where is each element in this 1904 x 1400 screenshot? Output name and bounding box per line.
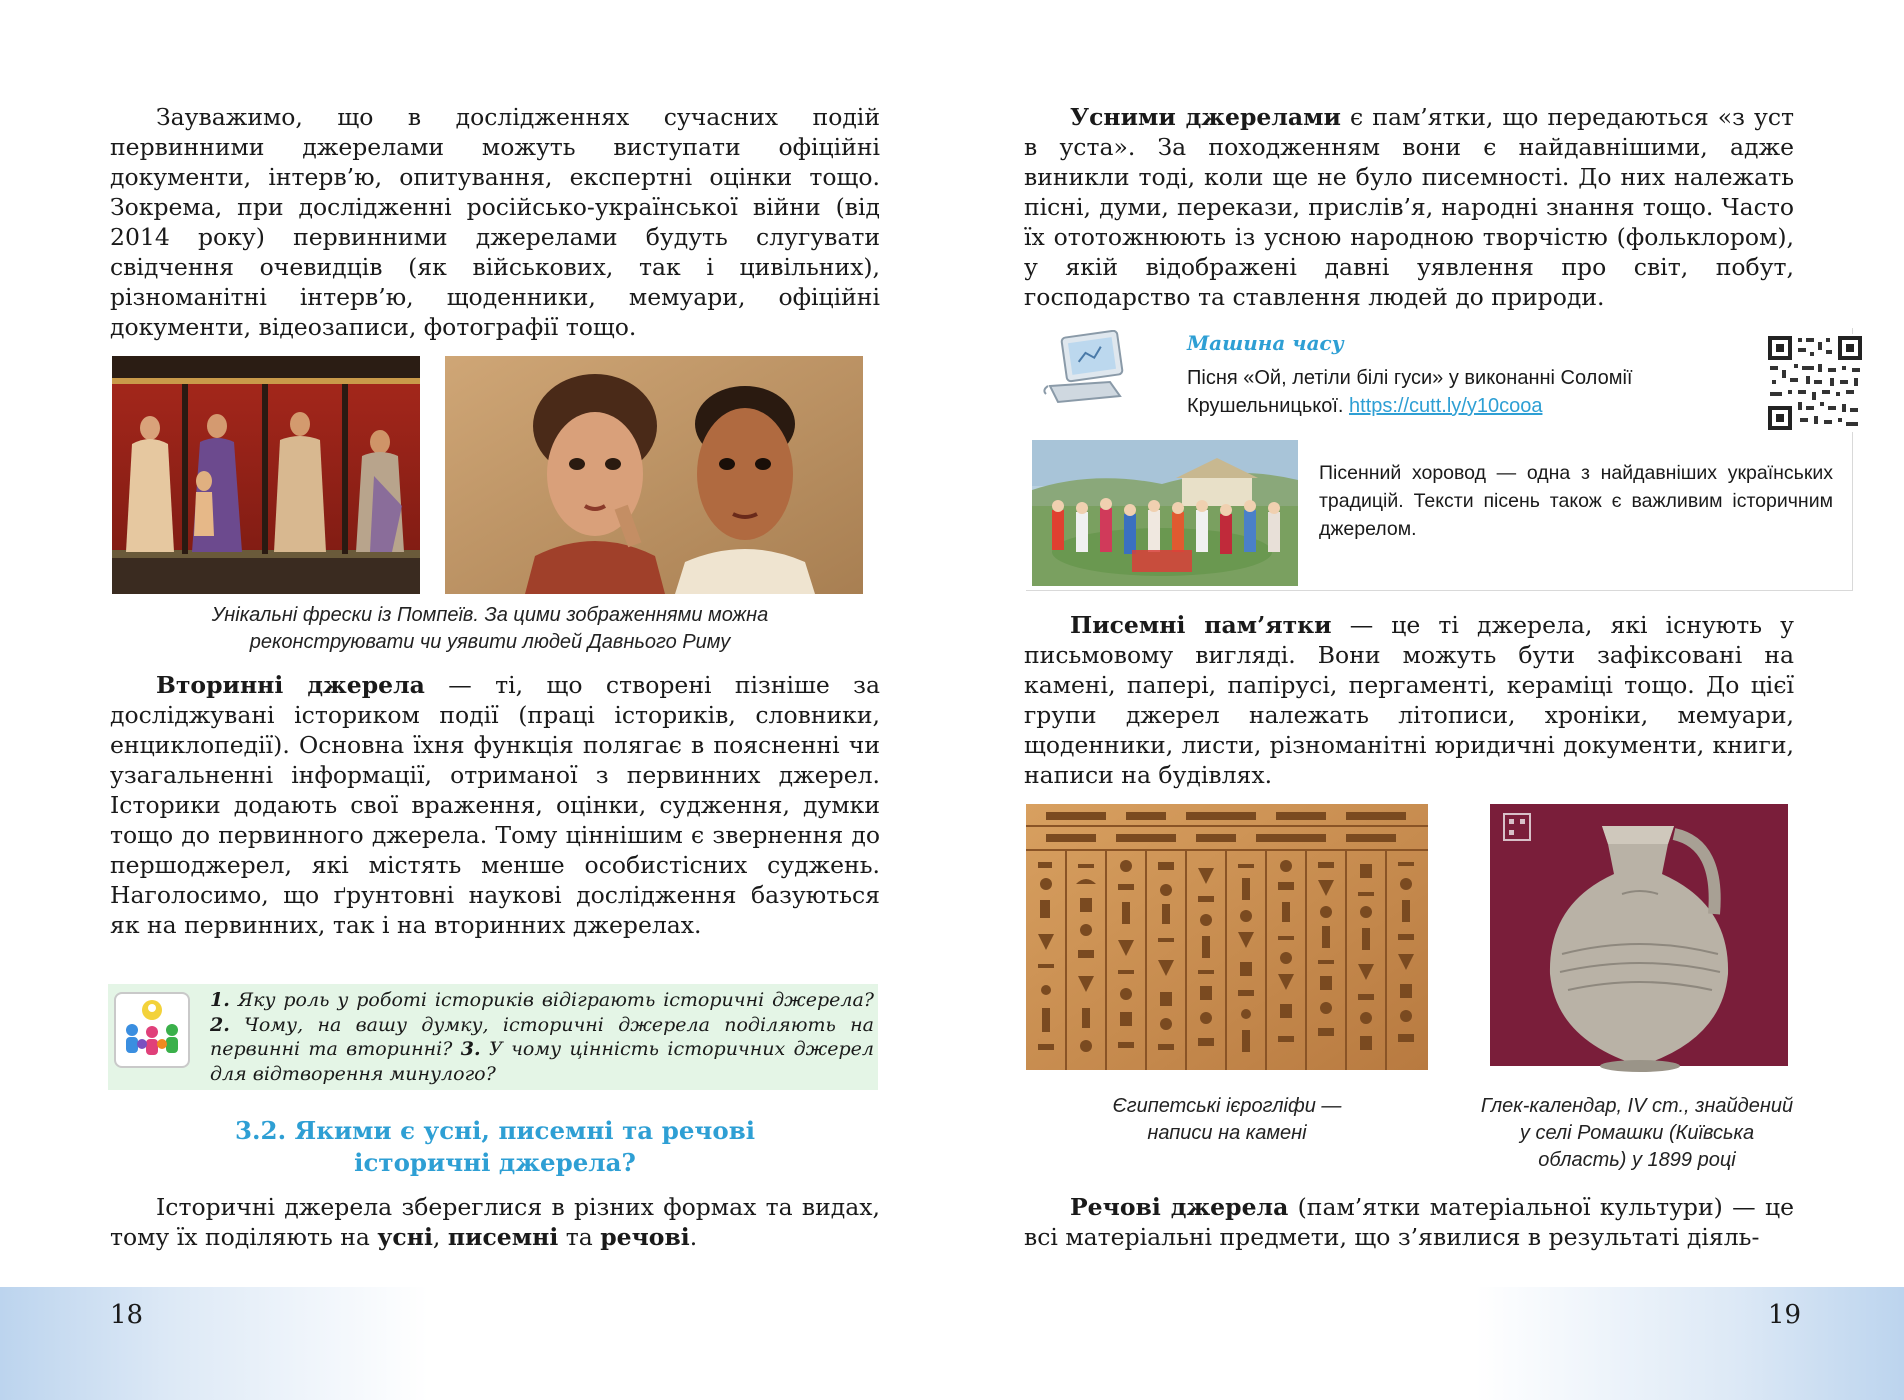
hieroglyphs-caption-line-2: написи на камені bbox=[1147, 1122, 1307, 1144]
page-number-right: 19 bbox=[1768, 1300, 1802, 1330]
paragraph-material-sources bbox=[1024, 1192, 1794, 1252]
time-machine-box bbox=[1026, 328, 1853, 591]
jug-caption-line-1: Глек-календар, IV ст., знайдений bbox=[1480, 1095, 1794, 1117]
term-secondary-sources: Вторинні джерела bbox=[156, 671, 425, 699]
group-discussion-icon bbox=[114, 992, 190, 1068]
material-sources-definition: (пам’ятки матеріальної культури) — це всі матеріальні предмети, що з’явилися в результаті діяль- bbox=[1024, 1193, 1794, 1251]
hieroglyphs-caption-line-1: Єгипетські ієрогліфи — bbox=[1112, 1095, 1342, 1117]
paragraph-source-types bbox=[110, 1192, 880, 1252]
page-number-left: 18 bbox=[110, 1300, 144, 1330]
paragraph-written-sources bbox=[1024, 610, 1794, 790]
jug-caption-line-2: у селі Ромашки (Київська bbox=[1519, 1122, 1755, 1144]
qr-code-pattern bbox=[1766, 334, 1864, 432]
separator: та bbox=[558, 1223, 601, 1251]
review-questions-box bbox=[108, 984, 878, 1090]
egyptian-hieroglyphs-image bbox=[1026, 804, 1428, 1070]
secondary-sources-definition: — ті, що створені пізніше за досліджувані істориком події (праці істориків, словники, енциклопедії). Основна їхня функція полягає в поясненні чи узагальненні інформації, отриманої з первинних джерел. Історики додають свої враження, оцінки, судження, думки тощо до первинного джерела. Тому ціннішим є звернення до першоджерел, які містять менше особистісних суджень. Наголосимо, що ґрунтовні наукові дослідження базуються як на первинних, так і на вторинних джерелах. bbox=[110, 671, 880, 939]
separator: , bbox=[432, 1223, 448, 1251]
question-2-number: 2. bbox=[210, 1013, 230, 1036]
question-3: У чому цінність історичних джерел для відтворення минулого? bbox=[210, 1038, 874, 1085]
heading-line-2: історичні джерела? bbox=[354, 1148, 636, 1177]
right-footer-band bbox=[952, 1287, 1904, 1400]
song-link[interactable]: https://cutt.ly/y10cooa bbox=[1349, 395, 1543, 417]
term-material-sources: Речові джерела bbox=[1070, 1193, 1289, 1221]
term-written-sources: Писемні пам’ятки bbox=[1070, 611, 1332, 639]
paragraph-secondary-sources bbox=[110, 670, 880, 940]
fresco-villa-of-mysteries-image bbox=[112, 356, 420, 594]
review-questions-text bbox=[210, 988, 874, 1086]
heading-line-1: 3.2. Якими є усні, писемні та речові bbox=[234, 1116, 756, 1145]
jug-caption-line-3: область) у 1899 році bbox=[1538, 1149, 1736, 1171]
term-oral-sources: Усними джерелами bbox=[1070, 103, 1341, 131]
song-description: Пісня «Ой, летіли білі гуси» у виконанні Соломії Крушельницької. bbox=[1187, 367, 1633, 417]
question-2: Чому, на вашу думку, історичні джерела поділяють на первинні та вторинні? bbox=[210, 1013, 874, 1060]
term-oral: усні bbox=[377, 1223, 433, 1251]
time-machine-text bbox=[1187, 364, 1697, 420]
paragraph-primary-sources-modern: Зауважимо, що в дослідженнях сучасних подій первинними джерелами можуть виступати офіційні документи, інтерв’ю, опитування, експертні оцінки тощо. Зокрема, при дослідженні російсько-української війни (від 2014 року) первинними джерелами будуть слугувати свідчення очевидців (як військових, так і цивільних), різноманітні інтерв’ю, щоденники, мемуари, офіційні документи, відеозаписи, фотографії тощо. bbox=[110, 103, 880, 341]
question-3-number: 3. bbox=[460, 1038, 481, 1060]
fresco-caption: Унікальні фрески із Помпеїв. За цими зображеннями можна реконструювати чи уявити людей Давнього Риму bbox=[211, 604, 769, 653]
computer-icon bbox=[1040, 330, 1132, 410]
paragraph-oral-sources bbox=[1024, 102, 1794, 312]
oral-sources-definition: є пам’ятки, що передаються «з уст в уста». За походженням вони є найдавнішими, адже виникли тоді, коли ще не було писемності. До них належать пісні, думи, перекази, прислів’я, народні знання тощо. Часто їх ототожнюють із усною народною творчістю (фольклором), у якій відображені давні уявлення про світ, побут, господарство та ставлення людей до природи. bbox=[1024, 103, 1794, 311]
written-sources-definition: — це ті джерела, які існують у письмовому вигляді. Вони можуть бути зафіксовані на камені, папері, папірусі, пергаменті, кераміці тощо. До цієї групи джерел належать літописи, хроніки, мемуари, щоденники, листи, різноманітні юридичні документи, книги, написи на будівлях. bbox=[1024, 611, 1794, 789]
khorovod-caption: Пісенний хоровод — одна з найдавніших українських традицій. Тексти пісень також є важливим історичним джерелом. bbox=[1319, 462, 1833, 540]
jug-caption bbox=[1432, 1093, 1842, 1174]
question-1-number: 1. bbox=[210, 989, 230, 1011]
khorovod-painting-image bbox=[1032, 440, 1298, 586]
source-types-intro: Історичні джерела збереглися в різних формах та видах, тому їх поділяють на bbox=[110, 1193, 880, 1251]
time-machine-title: Машина часу bbox=[1187, 331, 1344, 355]
hieroglyphs-caption bbox=[1026, 1093, 1428, 1147]
period: . bbox=[689, 1223, 698, 1251]
qr-code[interactable] bbox=[1766, 334, 1864, 432]
right-page bbox=[952, 0, 1904, 1400]
term-material: речові bbox=[600, 1223, 690, 1251]
fresco-terentius-neo-portrait-image bbox=[445, 356, 863, 594]
section-heading-3-2 bbox=[110, 1115, 880, 1179]
jug-calendar-image bbox=[1490, 804, 1788, 1076]
question-1: Яку роль у роботі істориків відіграють історичні джерела? bbox=[229, 989, 874, 1011]
term-written: писемні bbox=[447, 1223, 559, 1251]
